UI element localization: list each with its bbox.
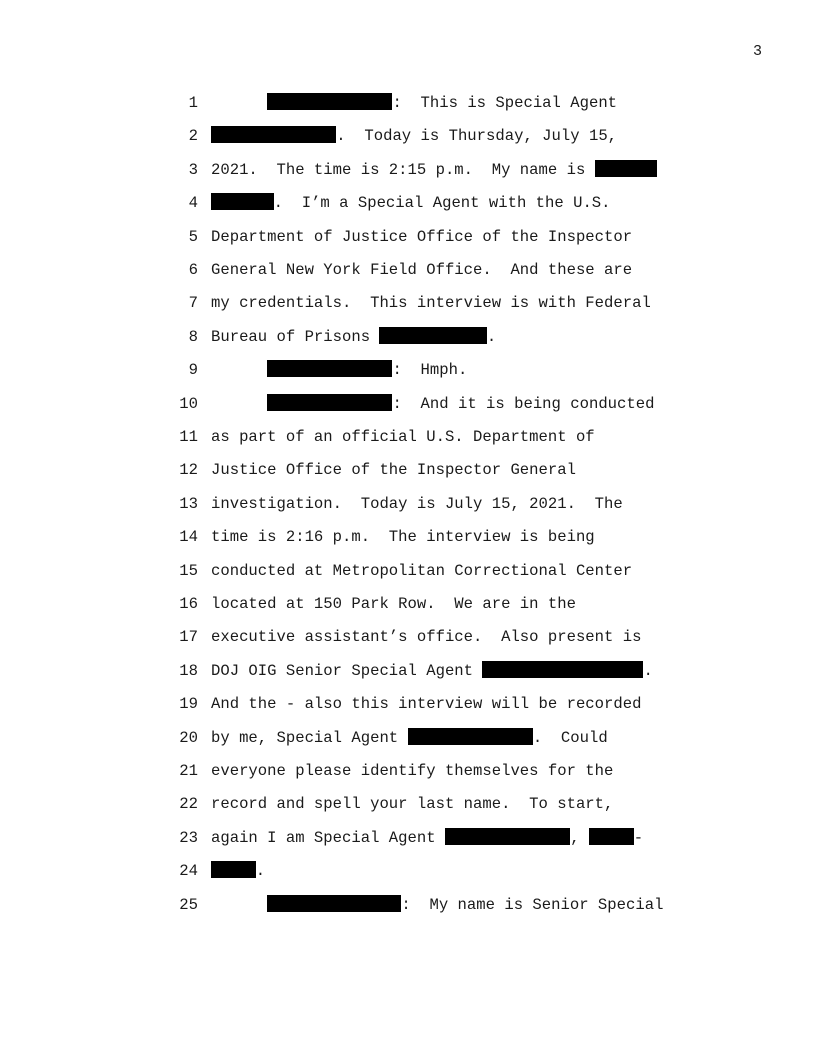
text-segment: Department of Justice Office of the Inspector bbox=[211, 227, 633, 246]
line-number: 23 bbox=[179, 828, 198, 847]
text-segment: as part of an official U.S. Department of bbox=[211, 428, 595, 446]
text-segment bbox=[211, 361, 267, 379]
text-segment: 2021. The time is 2:15 p.m. My name is bbox=[211, 160, 595, 179]
transcript-line bbox=[0, 694, 816, 714]
text-segment: investigation. Today is July 15, 2021. The bbox=[211, 494, 623, 513]
text-segment: . bbox=[643, 661, 653, 680]
line-text bbox=[211, 527, 595, 547]
line-text bbox=[211, 427, 595, 447]
line-number: 21 bbox=[179, 762, 198, 780]
transcript-line bbox=[0, 93, 816, 113]
line-text bbox=[211, 561, 632, 581]
transcript-line bbox=[0, 527, 816, 547]
line-number: 19 bbox=[179, 695, 198, 714]
line-text bbox=[211, 828, 643, 848]
line-number: 24 bbox=[179, 862, 198, 881]
transcript-line bbox=[0, 895, 816, 915]
line-number: 12 bbox=[179, 461, 198, 480]
text-segment: . Today is Thursday, July 15, bbox=[336, 127, 618, 146]
text-segment: Bureau of Prisons bbox=[211, 327, 380, 346]
line-text bbox=[211, 193, 611, 213]
text-segment: again I am Special Agent bbox=[211, 828, 445, 847]
line-number: 10 bbox=[179, 394, 198, 413]
page-number: 3 bbox=[752, 43, 762, 60]
line-text bbox=[211, 694, 641, 714]
line-text bbox=[211, 661, 653, 681]
transcript-line bbox=[0, 861, 816, 881]
line-text bbox=[211, 627, 641, 647]
line-number: 3 bbox=[188, 160, 198, 179]
redaction-block bbox=[267, 93, 392, 110]
line-text bbox=[211, 861, 265, 881]
line-number: 22 bbox=[179, 795, 198, 814]
text-segment: : And it is being conducted bbox=[392, 394, 655, 413]
line-number: 4 bbox=[188, 194, 198, 213]
line-number: 1 bbox=[188, 94, 198, 112]
redaction-block bbox=[595, 160, 658, 177]
line-number: 14 bbox=[179, 528, 198, 547]
text-segment: everyone please identify themselves for the bbox=[211, 762, 614, 780]
line-text bbox=[211, 728, 608, 748]
redaction-block bbox=[211, 193, 274, 210]
text-segment: by me, Special Agent bbox=[211, 728, 408, 747]
line-number: 7 bbox=[188, 294, 198, 313]
line-number: 13 bbox=[179, 494, 198, 513]
transcript-line bbox=[0, 728, 816, 748]
redaction-block bbox=[408, 728, 533, 745]
line-text bbox=[211, 494, 623, 514]
transcript-line bbox=[0, 360, 816, 380]
text-segment: . Could bbox=[532, 728, 608, 747]
line-number: 17 bbox=[179, 628, 198, 647]
text-segment: : My name is Senior Special bbox=[401, 895, 664, 914]
transcript-line bbox=[0, 327, 816, 347]
text-segment bbox=[211, 896, 267, 914]
transcript-line bbox=[0, 494, 816, 514]
text-segment: conducted at Metropolitan Correctional Center bbox=[211, 561, 633, 580]
transcript-line bbox=[0, 293, 816, 313]
text-segment: And the - also this interview will be recorded bbox=[211, 695, 642, 714]
redaction-block bbox=[267, 360, 392, 377]
line-text bbox=[211, 327, 496, 347]
text-segment bbox=[211, 395, 267, 413]
line-text bbox=[211, 394, 654, 414]
transcript-line bbox=[0, 761, 816, 781]
line-number: 20 bbox=[179, 728, 198, 747]
redaction-block bbox=[379, 327, 486, 344]
text-segment bbox=[211, 94, 267, 112]
text-segment: , bbox=[570, 828, 589, 847]
redaction-block bbox=[589, 828, 634, 845]
transcript-line bbox=[0, 193, 816, 213]
transcript-line bbox=[0, 661, 816, 681]
text-segment: General New York Field Office. And these are bbox=[211, 261, 633, 279]
redaction-block bbox=[211, 861, 256, 878]
redaction-block bbox=[267, 895, 401, 912]
text-segment: : This is Special Agent bbox=[392, 94, 618, 112]
line-text bbox=[211, 227, 632, 247]
text-segment: located at 150 Park Row. We are in the bbox=[211, 595, 576, 613]
transcript-line bbox=[0, 460, 816, 480]
line-number: 9 bbox=[188, 361, 198, 380]
text-segment: . bbox=[486, 327, 497, 346]
redaction-block bbox=[482, 661, 643, 678]
line-text bbox=[211, 761, 613, 781]
line-number: 6 bbox=[188, 261, 198, 279]
text-segment: record and spell your last name. To start, bbox=[211, 795, 614, 814]
redaction-block bbox=[267, 394, 392, 411]
transcript-line bbox=[0, 227, 816, 247]
transcript-line bbox=[0, 627, 816, 647]
line-text bbox=[211, 895, 663, 915]
text-segment: my credentials. This interview is with Federal bbox=[211, 294, 651, 313]
transcript-line bbox=[0, 160, 816, 180]
line-number: 16 bbox=[179, 595, 198, 613]
redaction-block bbox=[445, 828, 570, 845]
line-number: 5 bbox=[188, 227, 198, 246]
transcript-line bbox=[0, 126, 816, 146]
redaction-block bbox=[211, 126, 336, 143]
line-text bbox=[211, 360, 467, 380]
transcript-line bbox=[0, 561, 816, 581]
line-number: 11 bbox=[179, 428, 198, 446]
text-segment: : Hmph. bbox=[392, 361, 468, 380]
line-number: 25 bbox=[179, 895, 198, 914]
line-text bbox=[211, 794, 613, 814]
line-text bbox=[211, 126, 617, 146]
line-text bbox=[211, 293, 651, 313]
transcript-line bbox=[0, 427, 816, 447]
text-segment: DOJ OIG Senior Special Agent bbox=[211, 661, 483, 680]
text-segment: - bbox=[633, 828, 644, 847]
transcript-line bbox=[0, 794, 816, 814]
line-number: 15 bbox=[179, 561, 198, 580]
line-number: 8 bbox=[188, 327, 198, 346]
line-number: 2 bbox=[188, 127, 198, 146]
transcript-line bbox=[0, 594, 816, 614]
transcript-line bbox=[0, 828, 816, 848]
transcript-line bbox=[0, 394, 816, 414]
text-segment: time is 2:16 p.m. The interview is being bbox=[211, 528, 595, 547]
line-text bbox=[211, 460, 576, 480]
transcript-line bbox=[0, 260, 816, 280]
text-segment: . I’m a Special Agent with the U.S. bbox=[273, 194, 611, 213]
line-text bbox=[211, 594, 576, 614]
line-text bbox=[211, 260, 632, 280]
line-text bbox=[211, 93, 617, 113]
line-number: 18 bbox=[179, 661, 198, 680]
line-text bbox=[211, 160, 657, 180]
text-segment: . bbox=[255, 862, 266, 881]
text-segment: executive assistant’s office. Also present is bbox=[211, 628, 642, 647]
text-segment: Justice Office of the Inspector General bbox=[211, 461, 576, 480]
